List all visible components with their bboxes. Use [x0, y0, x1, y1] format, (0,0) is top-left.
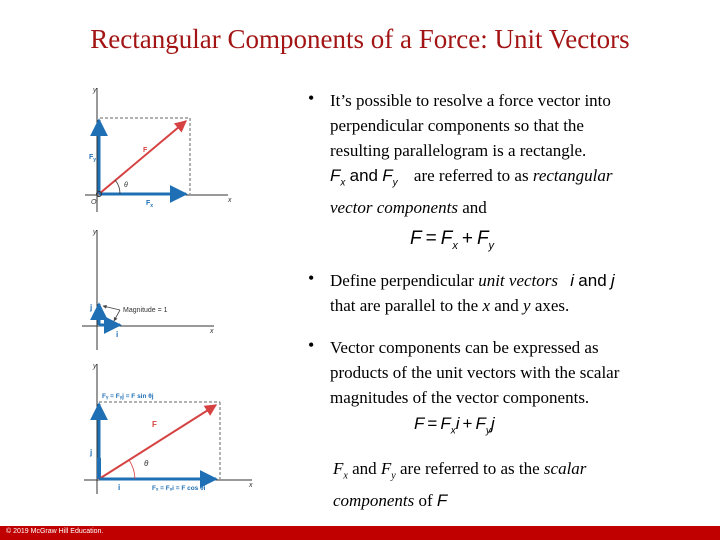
svg-text:Fx — [146, 200, 153, 209]
bullet-2 — [308, 268, 690, 318]
bottom-j-label: j — [90, 448, 93, 457]
bullet-1-line-3: resulting parallelogram is a rectangle. — [330, 141, 587, 160]
copyright-text: © 2019 McGraw Hill Education. — [6, 528, 104, 535]
bullet-dot: • — [308, 335, 315, 355]
equation-2: $F = F_xi + F_yj$ — [414, 414, 495, 437]
figure-top — [85, 87, 232, 212]
bottom-y-label: y — [93, 363, 97, 370]
slide-title: Rectangular Components of a Force: Unit Vectors — [90, 24, 630, 54]
bottom-x-label: x — [249, 482, 253, 489]
middle-x-label: x — [210, 328, 214, 335]
top-y-label: y — [93, 87, 97, 94]
top-fy-sub: y — [93, 157, 97, 163]
top-f-label: F — [143, 147, 148, 154]
bullet-dot: • — [308, 88, 315, 108]
bullet-2-line-1: Define perpendicular unit vectors i and j — [330, 271, 615, 290]
middle-i-label: i — [116, 330, 119, 339]
top-theta-label: θ — [124, 182, 128, 189]
bottom-f-label: F — [152, 420, 157, 429]
and-word: and — [349, 166, 379, 185]
bullet-4-line-2: components of F — [333, 491, 448, 511]
bullet-1-line-4-em: rectangular — [532, 166, 613, 185]
svg-text:Fy — [89, 154, 96, 163]
footer-bar — [0, 526, 720, 540]
bottom-fx-label: Fₓ = Fₓi = F cos θi — [152, 485, 206, 492]
bullet-3 — [308, 335, 700, 410]
top-fy-label: F — [89, 154, 94, 161]
figure-panel — [0, 82, 260, 522]
bullet-1 — [308, 88, 690, 220]
bullet-4-line-1: $F_x$ and $F_y$ are referred to as the scalar — [333, 459, 587, 482]
bullet-1-line-1: It’s possible to resolve a force vector into — [330, 91, 611, 110]
f-symbol: F — [436, 491, 448, 511]
top-x-label: x — [228, 197, 232, 204]
bullet-1-line-2: perpendicular components so that the — [330, 116, 584, 135]
fy-symbol: $F_y$ — [382, 166, 398, 189]
top-fx-label: F — [146, 200, 151, 207]
bullet-3-line-3: magnitudes of the vector components. — [330, 388, 590, 407]
bullet-1-line-5: vector components and — [330, 198, 487, 218]
top-origin-label: O — [91, 199, 97, 206]
bullet-3-line-1: Vector components can be expressed as — [330, 338, 599, 357]
bullet-1-line-4-rest: are referred to as — [413, 166, 529, 185]
figure-middle — [82, 229, 214, 350]
and-word-2: and — [578, 271, 607, 290]
middle-magnitude-label: Magnitude = 1 — [123, 307, 168, 314]
equation-1: $F = F_x + F_y$ — [410, 228, 495, 252]
fx-symbol: $F_x$ — [330, 166, 346, 189]
top-fx-sub: x — [150, 203, 154, 209]
bottom-fy-label: Fᵧ = Fᵧj = F sin θj — [102, 393, 154, 400]
middle-y-label: y — [93, 229, 97, 236]
bullet-1-line-4 — [330, 163, 690, 195]
bullet-4 — [333, 456, 703, 513]
bullet-dot: • — [308, 268, 315, 288]
bottom-i-label: i — [118, 483, 121, 492]
bottom-theta-label: θ — [144, 459, 149, 468]
figure-bottom — [84, 363, 253, 494]
middle-j-label: j — [90, 303, 93, 312]
bullet-2-line-2: that are parallel to the x and y axes. — [330, 296, 570, 315]
bullet-3-line-2: products of the unit vectors with the scalar — [330, 363, 620, 382]
j-hat-symbol: j — [610, 271, 615, 290]
i-hat-symbol: i — [570, 271, 575, 290]
